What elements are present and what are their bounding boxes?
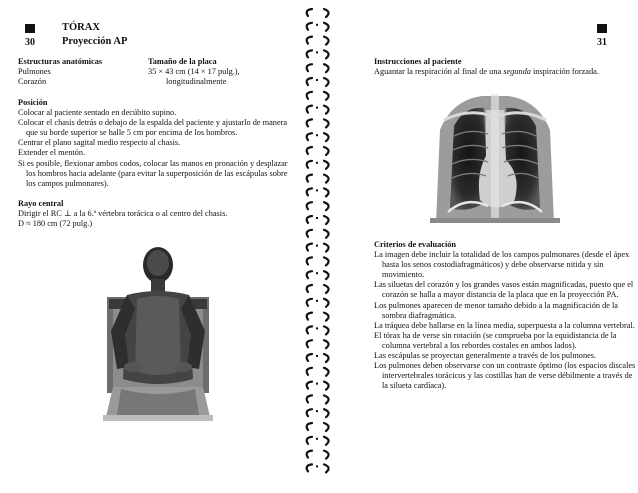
spiral-coil-left	[307, 92, 312, 99]
position-line: Extender el mentón.	[18, 148, 86, 158]
spiral-coil-right	[324, 285, 329, 293]
spiral-hole	[316, 24, 318, 26]
spiral-coil-left	[307, 409, 312, 416]
spiral-hole	[316, 134, 318, 136]
page-number-left: 30	[25, 37, 35, 48]
spiral-coil-right	[324, 368, 329, 376]
spiral-coil-left	[307, 299, 312, 306]
spiral-coil-right	[324, 119, 329, 127]
spiral-hole	[316, 300, 318, 302]
plate-orientation: longitudinalmente	[166, 77, 227, 87]
spiral-coil-left	[307, 50, 312, 57]
spiral-hole	[316, 383, 318, 385]
spiral-coil-left	[307, 133, 312, 140]
spiral-coil-left	[307, 340, 312, 347]
spiral-coils	[300, 0, 338, 493]
thumb-tab-marker	[25, 24, 35, 33]
anatomy-block	[18, 57, 133, 87]
instructions-emphasis: segunda	[503, 67, 531, 77]
spiral-coil-right	[324, 161, 329, 169]
spiral-coil-left	[307, 23, 312, 30]
anatomy-item: Corazón	[18, 77, 47, 87]
criteria-line: Las siluetas del corazón y los grandes vasos están magnificadas, puesto que el corazón se halla a mayor distancia de la placa que en la proyección PA.	[374, 280, 634, 300]
spiral-coil-right	[324, 313, 329, 321]
patient-instructions-block	[374, 57, 636, 77]
spiral-hole	[316, 410, 318, 412]
spiral-hole	[316, 107, 318, 109]
position-line: Si es posible, flexionar ambos codos, colocar las manos en pronación y desplazar los hombros hacia adelante (para evitar la superposición de las escápulas sobre los campos pulmonares).	[18, 158, 288, 188]
spiral-coil-right	[324, 382, 329, 390]
criteria-line: La tráquea debe hallarse en la línea media, superpuesta a la columna vertebral.	[374, 320, 635, 330]
spiral-hole	[316, 217, 318, 219]
position-line: Colocar el chasis detrás o debajo de la espalda del paciente y ajustarlo de manera que su borde superior se halle 5 cm por encima de los hombros.	[18, 118, 288, 138]
spiral-coil-right	[324, 230, 329, 238]
criteria-line: Los pulmones aparecen de menor tamaño debido a la magnificación de la sombra diafragmática.	[374, 300, 618, 320]
spiral-coil-left	[307, 451, 312, 458]
position-heading: Posición	[18, 98, 48, 107]
right-page	[338, 0, 638, 493]
spiral-coil-right	[324, 451, 329, 459]
spiral-coil-left	[307, 175, 312, 182]
spiral-hole	[316, 465, 318, 467]
page-number-right: 31	[597, 37, 607, 48]
central-ray-heading: Rayo central	[18, 199, 64, 208]
central-ray-block	[18, 199, 290, 229]
position-block	[18, 98, 290, 189]
spiral-coil-right	[324, 175, 329, 183]
spiral-coil-left	[307, 423, 312, 430]
spiral-coil-left	[307, 437, 312, 444]
spiral-coil-right	[324, 299, 329, 307]
spiral-coil-right	[324, 78, 329, 86]
spiral-coil-right	[324, 133, 329, 141]
spiral-hole	[316, 189, 318, 191]
spiral-coil-left	[307, 464, 312, 471]
criteria-line: Los pulmones deben observarse con un contraste óptimo (los espacios discales intervertebrales torácicos y las costillas han de verse débilmente a través de la silueta cardíaca).	[374, 361, 636, 391]
spiral-coil-left	[307, 285, 312, 292]
instructions-heading: Instrucciones al paciente	[374, 57, 462, 66]
spiral-coil-right	[324, 423, 329, 431]
spiral-coil-left	[307, 161, 312, 168]
spiral-coil-left	[307, 326, 312, 333]
spiral-hole	[316, 245, 318, 247]
spiral-coil-left	[307, 147, 312, 154]
spiral-coil-left	[307, 188, 312, 195]
spiral-coil-right	[324, 257, 329, 265]
spiral-coil-left	[307, 257, 312, 264]
central-ray-line: D ≈ 180 cm (72 pulg.)	[18, 219, 93, 229]
left-page	[0, 0, 300, 493]
spiral-coil-right	[324, 437, 329, 445]
spiral-hole	[316, 438, 318, 440]
spiral-coil-left	[307, 9, 312, 16]
position-line: Colocar al paciente sentado en decúbito supino.	[18, 108, 177, 118]
patient-position-photo	[103, 239, 213, 421]
patient-position-illustration	[103, 239, 213, 421]
spiral-hole	[316, 327, 318, 329]
chest-radiograph	[430, 90, 560, 223]
anatomy-heading: Estructuras anatómicas	[18, 57, 103, 66]
spiral-hole	[316, 51, 318, 53]
spiral-coil-left	[307, 202, 312, 209]
spiral-hole	[316, 162, 318, 164]
plate-size: 35 × 43 cm (14 × 17 pulg.),	[148, 67, 240, 77]
spiral-coil-left	[307, 313, 312, 320]
evaluation-criteria-block	[374, 240, 636, 391]
spiral-coil-left	[307, 354, 312, 361]
spiral-coil-right	[324, 50, 329, 58]
spiral-coil-right	[324, 188, 329, 196]
spiral-coil-right	[324, 92, 329, 100]
spiral-coil-right	[324, 409, 329, 417]
spiral-coil-left	[307, 37, 312, 44]
instructions-text-start: Aguantar la respiración al final de una	[374, 67, 504, 77]
spiral-coil-right	[324, 326, 329, 334]
section-title: TÓRAX	[62, 22, 100, 33]
instructions-text-end: inspiración forzada.	[530, 67, 599, 77]
position-line: Centrar el plano sagital medio respecto al chasis.	[18, 138, 181, 148]
criteria-line: La imagen debe incluir la totalidad de los campos pulmonares (desde el ápex hasta los senos costodiafragmáticos) y debe observarse nitida y sin movimiento.	[374, 250, 630, 280]
spiral-coil-left	[307, 244, 312, 251]
spiral-coil-right	[324, 23, 329, 31]
spiral-coil-left	[307, 64, 312, 71]
thumb-tab-marker	[597, 24, 607, 33]
spiral-coil-right	[324, 64, 329, 72]
spiral-coil-right	[324, 464, 329, 472]
spiral-coil-left	[307, 395, 312, 402]
spiral-binding	[300, 0, 338, 493]
spiral-coil-right	[324, 106, 329, 114]
chest-xray-image	[430, 90, 560, 223]
spiral-coil-left	[307, 216, 312, 223]
anatomy-item: Pulmones	[18, 67, 51, 77]
spiral-coil-left	[307, 382, 312, 389]
spiral-hole	[316, 272, 318, 274]
spiral-coil-right	[324, 147, 329, 155]
central-ray-line: Dirigir el RC ⊥ a la 6.ª vértebra torácica o al centro del chasis.	[18, 209, 228, 219]
spiral-coil-left	[307, 230, 312, 237]
spiral-coil-left	[307, 119, 312, 126]
spiral-coil-right	[324, 271, 329, 279]
spiral-coil-right	[324, 244, 329, 252]
spiral-coil-right	[324, 354, 329, 362]
spiral-coil-left	[307, 78, 312, 85]
spiral-coil-right	[324, 216, 329, 224]
projection-subtitle: Proyección AP	[62, 36, 128, 47]
criteria-line: El tórax ha de verse sin rotación (se comprueba por la equidistancia de la columna vertebral a los rebordes costales en ambos lados).	[374, 330, 617, 350]
plate-heading: Tamaño de la placa	[148, 57, 217, 66]
spiral-hole	[316, 79, 318, 81]
spiral-coil-left	[307, 271, 312, 278]
spiral-coil-right	[324, 395, 329, 403]
spiral-coil-right	[324, 9, 329, 17]
spiral-coil-right	[324, 202, 329, 210]
instructions-text	[374, 67, 636, 77]
spiral-coil-left	[307, 106, 312, 113]
spiral-coil-right	[324, 340, 329, 348]
spiral-coil-right	[324, 37, 329, 45]
plate-block	[148, 57, 288, 87]
spiral-coil-left	[307, 368, 312, 375]
criteria-line: Las escápulas se proyectan generalmente a través de los pulmones.	[374, 351, 597, 361]
criteria-heading: Criterios de evaluación	[374, 240, 457, 249]
spiral-hole	[316, 355, 318, 357]
